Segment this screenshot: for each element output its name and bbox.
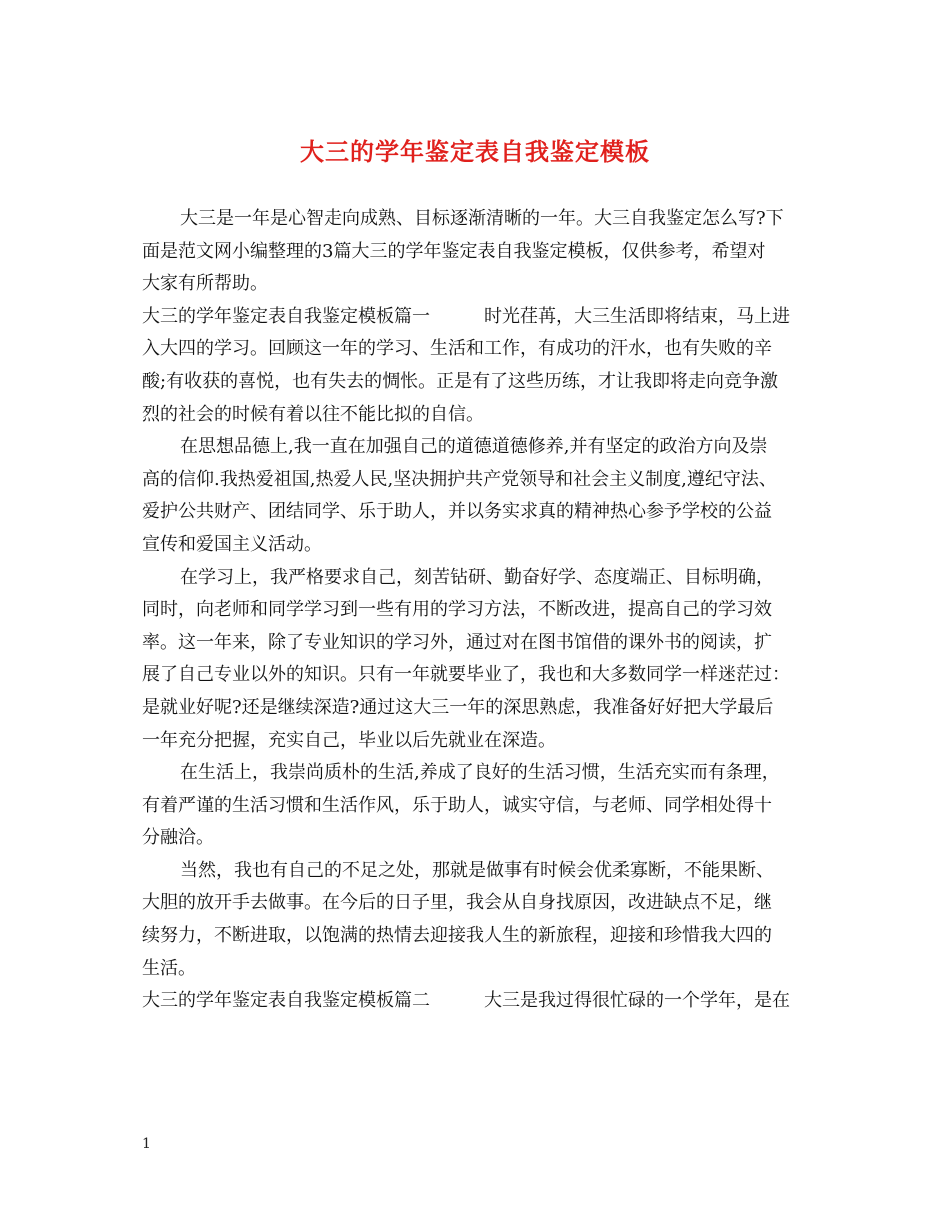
text-line: 大家有所帮助。 <box>142 273 268 295</box>
text-line: 是就业好呢?还是继续深造?通过这大三一年的深思熟虑，我准备好好把大学最后 <box>142 696 774 718</box>
section-heading-two: 大三的学年鉴定表自我鉴定模板篇二 <box>142 990 430 1012</box>
text-line: 率。这一年来，除了专业知识的学习外，通过对在图书馆借的课外书的阅读，扩 <box>142 631 772 653</box>
document-body <box>142 203 818 1018</box>
section-heading-line <box>142 301 818 334</box>
text-line: 在学习上，我严格要求自己，刻苦钻研、勤奋好学、态度端正、目标明确， <box>180 566 774 588</box>
page-number: 1 <box>142 1136 151 1152</box>
text-line: 生活。 <box>142 957 196 979</box>
text-line: 烈的社会的时候有着以往不能比拟的自信。 <box>142 403 484 425</box>
text-line: 在生活上，我崇尚质朴的生活,养成了良好的生活习惯，生活充实而有条理， <box>180 762 780 784</box>
text-line: 一年充分把握，充实自己，毕业以后先就业在深造。 <box>142 729 556 751</box>
text-line: 在思想品德上,我一直在加强自己的道德道德修养,并有坚定的政治方向及崇 <box>180 436 768 458</box>
text-line: 当然，我也有自己的不足之处，那就是做事有时候会优柔寡断，不能果断、 <box>180 859 774 881</box>
text-line: 酸;有收获的喜悦，也有失去的惆怅。正是有了这些历练，才让我即将走向竞争激 <box>142 370 779 392</box>
text-line: 时光荏苒，大三生活即将结束，马上进 <box>484 305 790 327</box>
text-line: 续努力，不断进取，以饱满的热情去迎接我人生的新旅程，迎接和珍惜我大四的 <box>142 925 772 947</box>
text-line: 面是范文网小编整理的3篇大三的学年鉴定表自我鉴定模板，仅供参考，希望对 <box>142 240 766 262</box>
text-line: 分融洽。 <box>142 827 214 849</box>
text-line: 爱护公共财产、团结同学、乐于助人，并以务实求真的精神热心参予学校的公益 <box>142 501 772 523</box>
text-line: 同时，向老师和同学学习到一些有用的学习方法，不断改进，提高自己的学习效 <box>142 599 772 621</box>
text-line: 大三是一年是心智走向成熟、目标逐渐清晰的一年。大三自我鉴定怎么写?下 <box>180 208 784 229</box>
text-line: 大胆的放开手去做事。在今后的日子里，我会从自身找原因，改进缺点不足，继 <box>142 892 772 914</box>
text-line: 有着严谨的生活习惯和生活作风，乐于助人，诚实守信，与老师、同学相处得十 <box>142 794 772 816</box>
text-line: 大三是我过得很忙碌的一个学年，是在 <box>484 990 790 1012</box>
text-line: 展了自己专业以外的知识。只有一年就要毕业了，我也和大多数同学一样迷茫过： <box>142 664 790 686</box>
section-heading-line <box>142 985 818 1018</box>
text-line: 入大四的学习。回顾这一年的学习、生活和工作，有成功的汗水，也有失败的辛 <box>142 338 772 360</box>
section-heading-one: 大三的学年鉴定表自我鉴定模板篇一 <box>142 305 430 327</box>
document-title: 大三的学年鉴定表自我鉴定模板 <box>300 137 650 166</box>
text-line: 高的信仰.我热爱祖国,热爱人民,坚决拥护共产党领导和社会主义制度,遵纪守法、 <box>142 468 777 490</box>
text-line: 宣传和爱国主义活动。 <box>142 533 322 555</box>
